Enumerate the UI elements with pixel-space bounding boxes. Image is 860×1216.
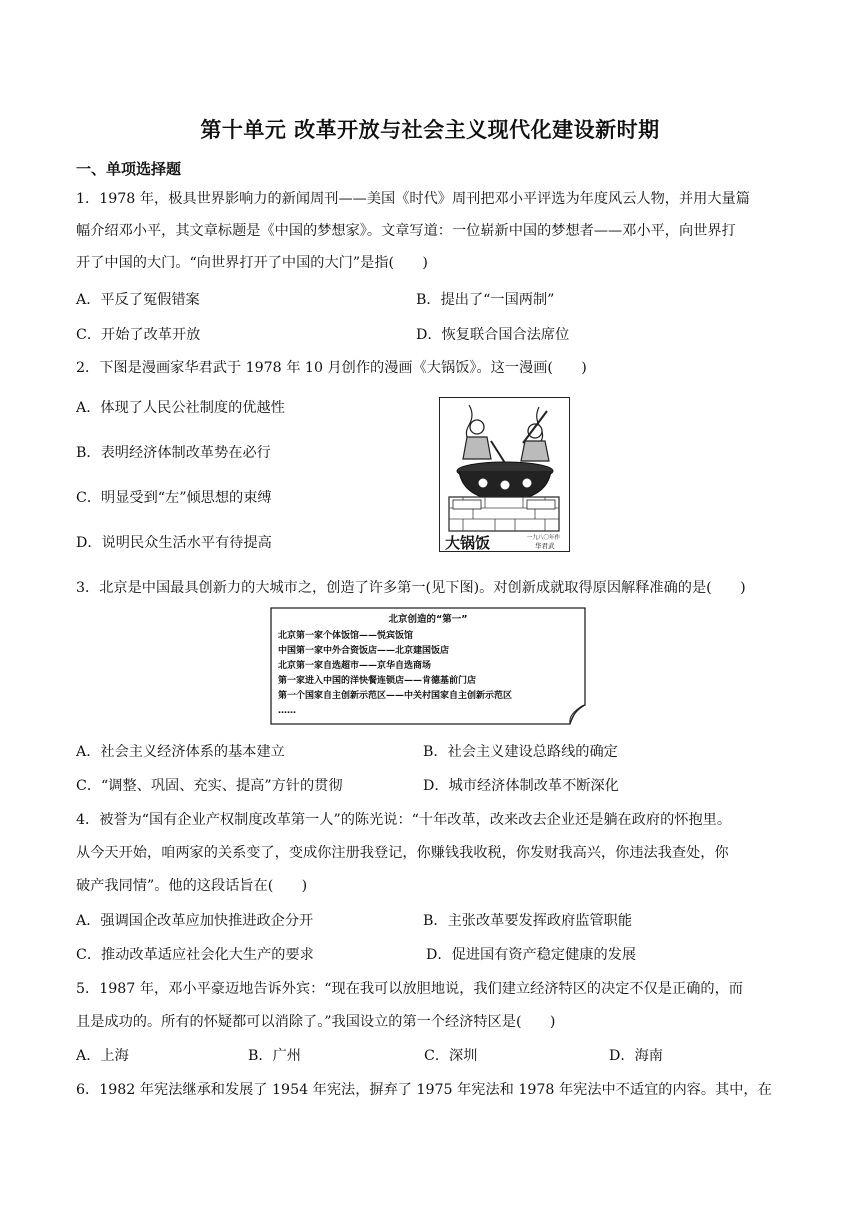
question-4-line-2: 从今天开始，咱两家的关系变了，变成你注册我登记，你赚钱我收税，你发财我高兴，你违法我查处，你 — [76, 845, 729, 861]
question-5-option-a: A．上海 — [76, 1048, 129, 1064]
cartoon-signature-name: 华君武 — [535, 542, 555, 550]
note-item: 第一个国家自主创新示范区——中关村国家自主创新示范区 — [278, 691, 513, 701]
note-item: 中国第一家中外合资饭店——北京建国饭店 — [278, 646, 450, 656]
question-4-option-b: B．主张改革要发挥政府监管职能 — [423, 913, 633, 929]
note-item: …… — [278, 706, 296, 716]
note-item: 北京第一家自选超市——京华自选商场 — [278, 661, 432, 671]
question-1-option-d: D．恢复联合国合法席位 — [416, 327, 570, 343]
note-item: 北京第一家个体饭馆——悦宾饭馆 — [278, 631, 414, 641]
question-5-option-d: D．海南 — [609, 1048, 663, 1064]
question-1-option-a: A．平反了冤假错案 — [76, 292, 200, 308]
question-4-option-a: A．强调国企改革应加快推进政企分开 — [76, 913, 314, 929]
question-2-option-d: D．说明民众生活水平有待提高 — [76, 535, 272, 551]
question-2-option-c: C．明显受到“左”倾思想的束缚 — [76, 490, 272, 506]
question-5-line-2: 且是成功的。所有的怀疑都可以消除了。”我国设立的第一个经济特区是( ) — [76, 1014, 556, 1030]
question-3-option-b: B．社会主义建设总路线的确定 — [423, 744, 618, 760]
question-4-option-c: C．推动改革适应社会化大生产的要求 — [76, 947, 314, 963]
question-4-line-3: 破产我同情”。他的这段话旨在( ) — [76, 878, 308, 894]
note-item: 第一家进入中国的洋快餐连锁店——肯德基前门店 — [278, 676, 477, 686]
section-heading: 一、单项选择题 — [76, 160, 182, 178]
page-title: 第十单元 改革开放与社会主义现代化建设新时期 — [200, 118, 660, 142]
question-5-line-1: 5．1987 年，邓小平豪迈地告诉外宾：“现在我可以放胆地说，我们建立经济特区的决定不仅是正确的，而 — [76, 981, 743, 997]
question-3-option-a: A．社会主义经济体系的基本建立 — [76, 744, 285, 760]
cartoon-signature-date: 一九八〇年作 — [527, 535, 561, 541]
question-2-stem: 2．下图是漫画家华君武于 1978 年 10 月创作的漫画《大锅饭》。这一漫画( ) — [76, 360, 587, 376]
question-1-line-3: 开了中国的大门。“向世界打开了中国的大门”是指( ) — [76, 255, 428, 271]
question-1-line-1: 1．1978 年，极具世界影响力的新闻周刊——美国《时代》周刊把邓小平评选为年度风云人物，并用大量篇 — [76, 191, 750, 207]
question-3-option-c: C．“调整、巩固、充实、提高”方针的贯彻 — [76, 778, 343, 794]
question-1-line-2: 幅介绍邓小平，其文章标题是《中国的梦想家》。文章写道：一位崭新中国的梦想者——邓小平，向世界打 — [76, 223, 736, 239]
question-4-line-1: 4．被誉为“国有企业产权制度改革第一人”的陈光说：“十年改革，改来改去企业还是躺在政府的怀抱里。 — [76, 812, 732, 828]
question-3-stem: 3．北京是中国最具创新力的大城市之，创造了许多第一(见下图)。对创新成就取得原因解释准确的是( ) — [76, 580, 746, 596]
note-heading: 北京创造的“第一” — [388, 614, 468, 625]
beijing-firsts-note-image — [270, 607, 586, 725]
question-1-option-c: C．开始了改革开放 — [76, 327, 201, 343]
question-3-option-d: D．城市经济体制改革不断深化 — [423, 778, 619, 794]
question-5-option-c: C．深圳 — [424, 1048, 478, 1064]
question-4-option-d: D．促进国有资产稳定健康的发展 — [426, 947, 637, 963]
big-pot-cartoon-image — [439, 397, 570, 552]
cartoon-caption: 大锅饭 — [445, 534, 491, 552]
question-5-option-b: B．广州 — [248, 1048, 301, 1064]
question-2-option-b: B．表明经济体制改革势在必行 — [76, 445, 271, 461]
question-1-option-b: B．提出了“一国两制” — [416, 292, 555, 308]
question-6-line-1: 6．1982 年宪法继承和发展了 1954 年宪法，摒弃了 1975 年宪法和 1978 年宪法中不适宜的内容。其中，在 — [76, 1082, 772, 1098]
question-2-option-a: A．体现了人民公社制度的优越性 — [76, 400, 285, 416]
